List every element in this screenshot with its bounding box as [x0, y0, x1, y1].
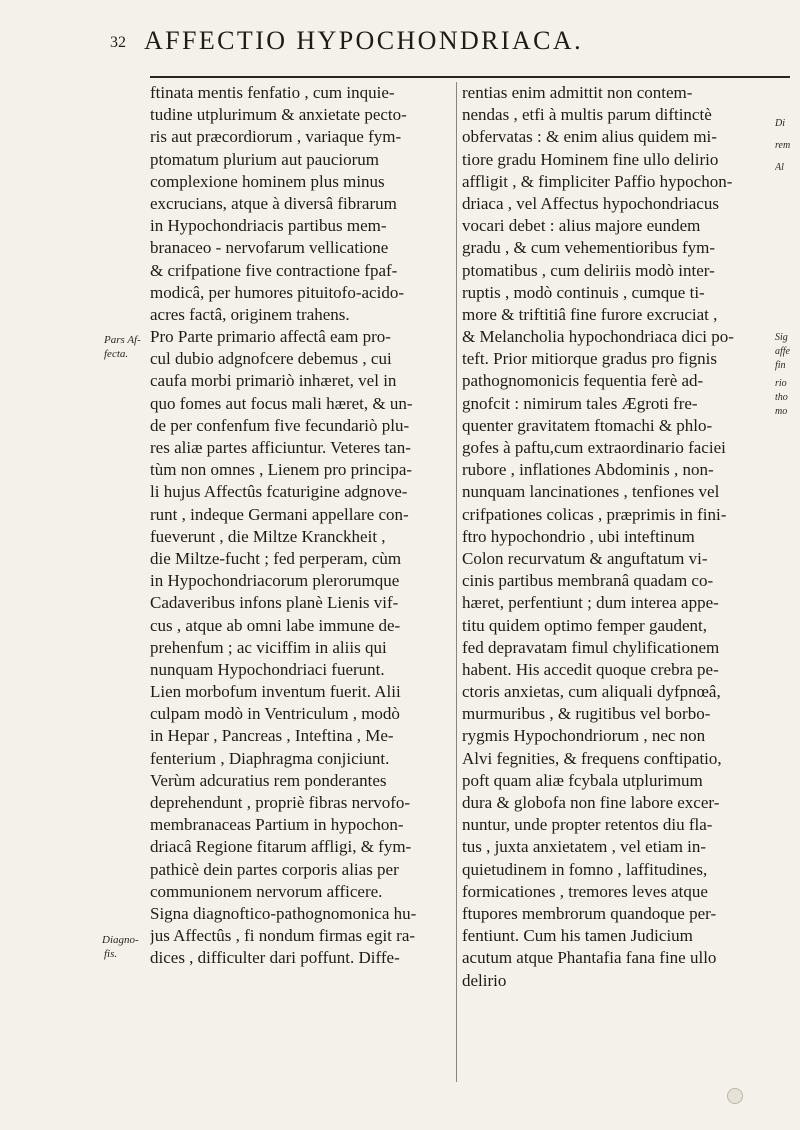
right-column-line: ftro hypochondrio , ubi inteftinum	[462, 526, 695, 546]
left-column	[150, 82, 455, 970]
right-column-line: crifpationes colicas , præprimis in fini-	[462, 504, 727, 524]
right-column-line: rentias enim admittit non contem-	[462, 83, 693, 102]
right-column-line: fed depravatam fimul chylificationem	[462, 637, 720, 657]
right-column-line: rubore , inflationes Abdominis , non-	[462, 460, 714, 480]
left-column-line: modicâ, per humores pituitofo-acido-	[150, 282, 404, 302]
right-column-line: formicationes , tremores leves atque	[462, 881, 708, 901]
right-column-line: more & triftitiâ fine furore excruciat ,	[462, 304, 718, 324]
right-column-line: tiore gradu Hominem fine ullo delirio	[462, 149, 719, 169]
right-column-line: teft. Prior mitiorque gradus pro fignis	[462, 349, 717, 369]
right-column-line: quietudinem in fomno , laffitudines,	[462, 859, 708, 879]
right-column-line: ptomatibus , cum deliriis modò inter-	[462, 260, 715, 280]
left-column-line: communionem nervorum afficere.	[150, 881, 383, 901]
left-column-line: fueverunt , die Miltze Kranckheit ,	[150, 526, 386, 546]
margin-note-right-8: tho	[775, 392, 788, 403]
left-column-line: branaceo - nervofarum vellicatione	[150, 238, 389, 258]
left-column-line: in Hypochondriacorum plerorumque	[150, 571, 400, 591]
left-column-line: ptomatum plurium aut pauciorum	[150, 149, 379, 169]
right-column-line: murmuribus , & rugitibus vel borbo-	[462, 704, 711, 724]
right-column-line: dura & globofa non fine labore excer-	[462, 793, 720, 812]
page-header	[110, 26, 710, 72]
margin-note-pars-affecta-2: fecta.	[104, 348, 129, 360]
margin-note-right-9: mo	[775, 406, 788, 417]
right-column-line: driaca , vel Affectus hypochondriacus	[462, 193, 719, 213]
left-column-line: ftinata mentis fenfatio , cum inquie-	[150, 83, 395, 102]
left-column-line: excrucians, atque à diversâ fibrarum	[150, 193, 397, 213]
margin-note-right-1: Di	[775, 118, 785, 129]
left-column-line: cul dubio adgnofcere debemus , cui	[150, 349, 392, 369]
margin-note-right-7: rio	[775, 378, 787, 389]
left-column-line: driacâ Regione fitarum affligi, & fym-	[150, 837, 412, 857]
left-column-line: tudine utplurimum & anxietate pecto-	[150, 105, 407, 125]
left-column-line: quo fomes aut focus mali hæret, & un-	[150, 393, 413, 413]
right-column-line: acutum atque Phantafia fana fine ullo	[462, 948, 717, 968]
margin-note-right-2: rem	[775, 140, 791, 151]
left-column-line: de per confenfum five fecundariò plu-	[150, 415, 410, 435]
right-column-line: titu quidem optimo femper gaudent,	[462, 615, 708, 635]
margin-note-right-4: Sig	[775, 332, 788, 343]
left-column-line: in Hepar , Pancreas , Inteftina , Me-	[150, 726, 394, 746]
left-column-line: nunquam Hypochondriaci fuerunt.	[150, 659, 385, 679]
left-column-line: fenterium , Diaphragma conjiciunt.	[150, 748, 390, 768]
left-column-line: die Miltze-fucht ; fed perperam, cùm	[150, 548, 402, 568]
right-column-line: Colon recurvatum & anguftatum vi-	[462, 548, 708, 568]
left-column-line: caufa morbi primariò inhæret, vel in	[150, 371, 397, 391]
margin-note-right-5: affe	[775, 346, 790, 357]
left-column-line: acres factâ, originem trahens.	[150, 304, 350, 324]
left-column-line: jus Affectûs , fi nondum firmas egit ra-	[150, 926, 416, 946]
left-column-line: complexione hominem plus minus	[150, 171, 385, 191]
right-column-line: tus , juxta anxietatem , vel etiam in-	[462, 837, 707, 857]
left-column-line: Cadaveribus infons planè Lienis vif-	[150, 593, 399, 613]
right-column-line: fentiunt. Cum his tamen Judicium	[462, 926, 693, 946]
left-column-line: dices , difficulter dari poffunt. Diffe-	[150, 948, 400, 968]
right-column-line: nendas , etfi à multis parum diftinctè	[462, 105, 712, 125]
right-column-line: nuntur, unde propter retentos diu fla-	[462, 815, 713, 835]
right-column-line: affligit , & fimpliciter Paffio hypochon-	[462, 171, 733, 191]
left-column-line: deprehendunt , propriè fibras nervofo-	[150, 793, 411, 812]
left-column-line: membranaceas Partium in hypochon-	[150, 815, 404, 835]
margin-note-right-6: fin	[775, 360, 786, 371]
left-column-line: cus , atque ab omni labe immune de-	[150, 615, 401, 635]
right-column-line: & Melancholia hypochondriaca dici po-	[462, 327, 734, 347]
right-column-line: gradu , & cum vehementioribus fym-	[462, 238, 716, 258]
right-column-line: rygmis Hypochondriorum , nec non	[462, 726, 706, 746]
right-column-line: vocari debet : alius majore eundem	[462, 216, 701, 236]
left-column-line: & crifpatione five contractione fpaf-	[150, 260, 398, 280]
left-column-line: Signa diagnoftico-pathognomonica hu-	[150, 903, 417, 923]
right-column-line: ctoris anxietas, cum aliquali dyfpnœâ,	[462, 682, 721, 702]
right-column-line: pathognomonicis fequentia ferè ad-	[462, 371, 704, 391]
left-column-line: ris aut præcordiorum , variaque fym-	[150, 127, 402, 147]
margin-note-diagnosis-1: Diagno-	[102, 934, 139, 946]
margin-note-diagnosis-2: fis.	[104, 948, 118, 960]
right-column-line: habent. His accedit quoque crebra pe-	[462, 659, 719, 679]
right-column-line: quenter gravitatem ftomachi & phlo-	[462, 415, 713, 435]
paper-stain	[727, 1088, 743, 1104]
left-column-line: res aliæ partes afficiuntur. Veteres tan-	[150, 438, 411, 457]
right-column-line: hæret, perfentiunt ; dum interea appe-	[462, 593, 719, 613]
right-column-line: gofes à paftu,cum extraordinario faciei	[462, 438, 726, 457]
right-column-line: gnofcit : nimirum tales Ægroti fre-	[462, 393, 698, 413]
right-column-line: Alvi fegnities, & frequens conftipatio,	[462, 748, 722, 768]
left-column-line: culpam modò in Ventriculum , modò	[150, 704, 400, 724]
header-rule	[150, 76, 790, 78]
column-divider	[456, 82, 457, 1082]
left-column-line: li hujus Affectûs fcaturigine adgnove-	[150, 482, 408, 502]
right-column-line: ftupores membrorum quandoque per-	[462, 903, 717, 923]
right-column-line: ruptis , modò continuis , cumque ti-	[462, 282, 705, 302]
left-column-line: Verùm adcuratius rem ponderantes	[150, 770, 387, 790]
left-column-line: tùm non omnes , Lienem pro principa-	[150, 460, 413, 480]
left-column-line: Lien morbofum inventum fuerit. Alii	[150, 682, 401, 702]
right-column-line: delirio	[462, 970, 507, 990]
left-column-line: runt , indeque Germani appellare con-	[150, 504, 409, 524]
margin-note-right-3: Al	[775, 162, 784, 173]
margin-note-pars-affecta-1: Pars Af-	[104, 334, 141, 346]
left-column-line: pathicè dein partes corporis alias per	[150, 859, 399, 879]
right-column-line: cinis partibus membranâ quadam co-	[462, 571, 714, 591]
right-column-line: poft quam aliæ fcybala utplurimum	[462, 770, 703, 790]
left-column-line: prehenfum ; ac viciffim in aliis qui	[150, 637, 387, 657]
left-column-line: Pro Parte primario affectâ eam pro-	[150, 327, 391, 347]
right-column-line: obfervatas : & enim alius quidem mi-	[462, 127, 717, 147]
page-number: 32	[110, 34, 126, 51]
right-column	[462, 82, 770, 992]
running-head: AFFECTIO HYPOCHONDRIACA.	[144, 26, 583, 55]
left-column-line: in Hypochondriacis partibus mem-	[150, 216, 387, 236]
right-column-line: nunquam lancinationes , tenfiones vel	[462, 482, 720, 502]
